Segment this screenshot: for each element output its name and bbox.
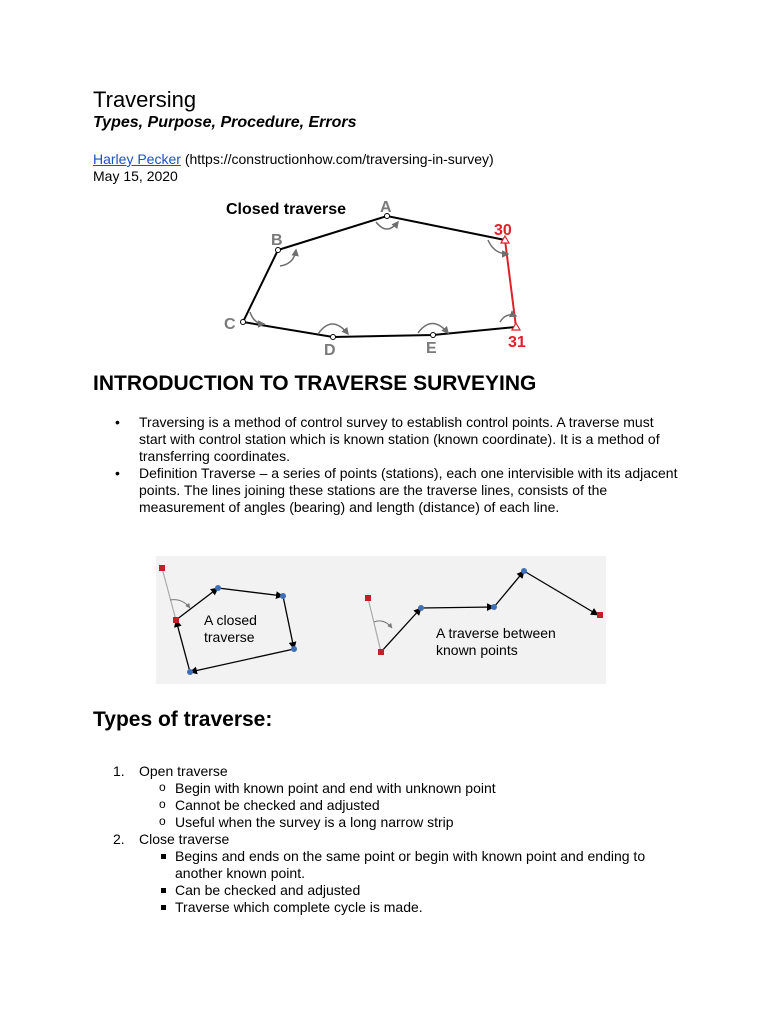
station-point <box>418 605 424 611</box>
between-known-label-line1: A traverse between <box>436 625 556 641</box>
station-label-e: E <box>426 340 437 357</box>
station-point <box>521 568 527 574</box>
introduction-bullets <box>93 414 683 516</box>
station-point <box>241 320 246 325</box>
sublist <box>139 780 653 831</box>
station-label-d: D <box>324 342 336 359</box>
section-heading-types: Types of traverse: <box>93 708 273 731</box>
traverse-types-figure <box>156 556 606 684</box>
control-label-31: 31 <box>508 334 526 351</box>
station-point <box>280 593 286 599</box>
list-number: 1. <box>113 763 125 779</box>
sublist-item: o Useful when the survey is a long narrow strip <box>139 814 653 831</box>
source-url: (https://constructionhow.com/traversing-in-survey) <box>184 151 494 167</box>
sublist-item: o Begin with known point and end with unknown point <box>139 780 653 797</box>
publish-date: May 15, 2020 <box>93 168 178 184</box>
known-point <box>173 617 179 623</box>
section-heading-introduction: INTRODUCTION TO TRAVERSE SURVEYING <box>93 372 537 395</box>
bullet-item: • Traversing is a method of control survey to establish control points. A traverse must start with control station which is known station (known coordinate). It is a method of transferring coordinates. <box>93 414 683 465</box>
document-meta <box>93 151 494 185</box>
list-item <box>93 831 653 916</box>
station-label-a: A <box>380 199 392 216</box>
station-point <box>215 585 221 591</box>
station-point <box>431 333 436 338</box>
closed-traverse-figure <box>218 196 548 360</box>
list-item-label: Open traverse <box>139 763 228 779</box>
station-point <box>491 604 497 610</box>
list-item <box>93 763 653 831</box>
author-link[interactable]: Harley Pecker <box>93 151 181 167</box>
between-known-label-line2: known points <box>436 642 518 658</box>
author-line <box>93 151 494 168</box>
station-label-c: C <box>224 316 236 333</box>
sublist-item: Traverse which complete cycle is made. <box>139 899 653 916</box>
sublist <box>139 848 653 916</box>
document-title: Traversing <box>93 87 197 112</box>
sublist-item: Begins and ends on the same point or begin with known point and ending to another known point. <box>139 848 653 882</box>
station-point <box>291 646 297 652</box>
list-item-label: Close traverse <box>139 831 230 847</box>
list-number: 2. <box>113 831 125 847</box>
traverse-types-list <box>93 763 653 916</box>
known-point <box>159 565 165 571</box>
station-point <box>331 335 336 340</box>
control-label-30: 30 <box>494 222 512 239</box>
document-subtitle: Types, Purpose, Procedure, Errors <box>93 114 357 131</box>
known-point <box>365 595 371 601</box>
known-point <box>378 649 384 655</box>
closed-traverse-label-line2: traverse <box>204 629 255 645</box>
sublist-item: o Cannot be checked and adjusted <box>139 797 653 814</box>
closed-traverse-label-line1: A closed <box>204 612 257 628</box>
sublist-item: Can be checked and adjusted <box>139 882 653 899</box>
station-point <box>187 669 193 675</box>
figure1-title: Closed traverse <box>226 201 347 218</box>
bullet-item: • Definition Traverse – a series of points (stations), each one intervisible with its adjacent points. The lines joining these stations are the traverse lines, consists of the measurement of angles (bearing) and length (distance) of each line. <box>93 465 683 516</box>
station-label-b: B <box>271 232 283 249</box>
known-point <box>597 612 603 618</box>
